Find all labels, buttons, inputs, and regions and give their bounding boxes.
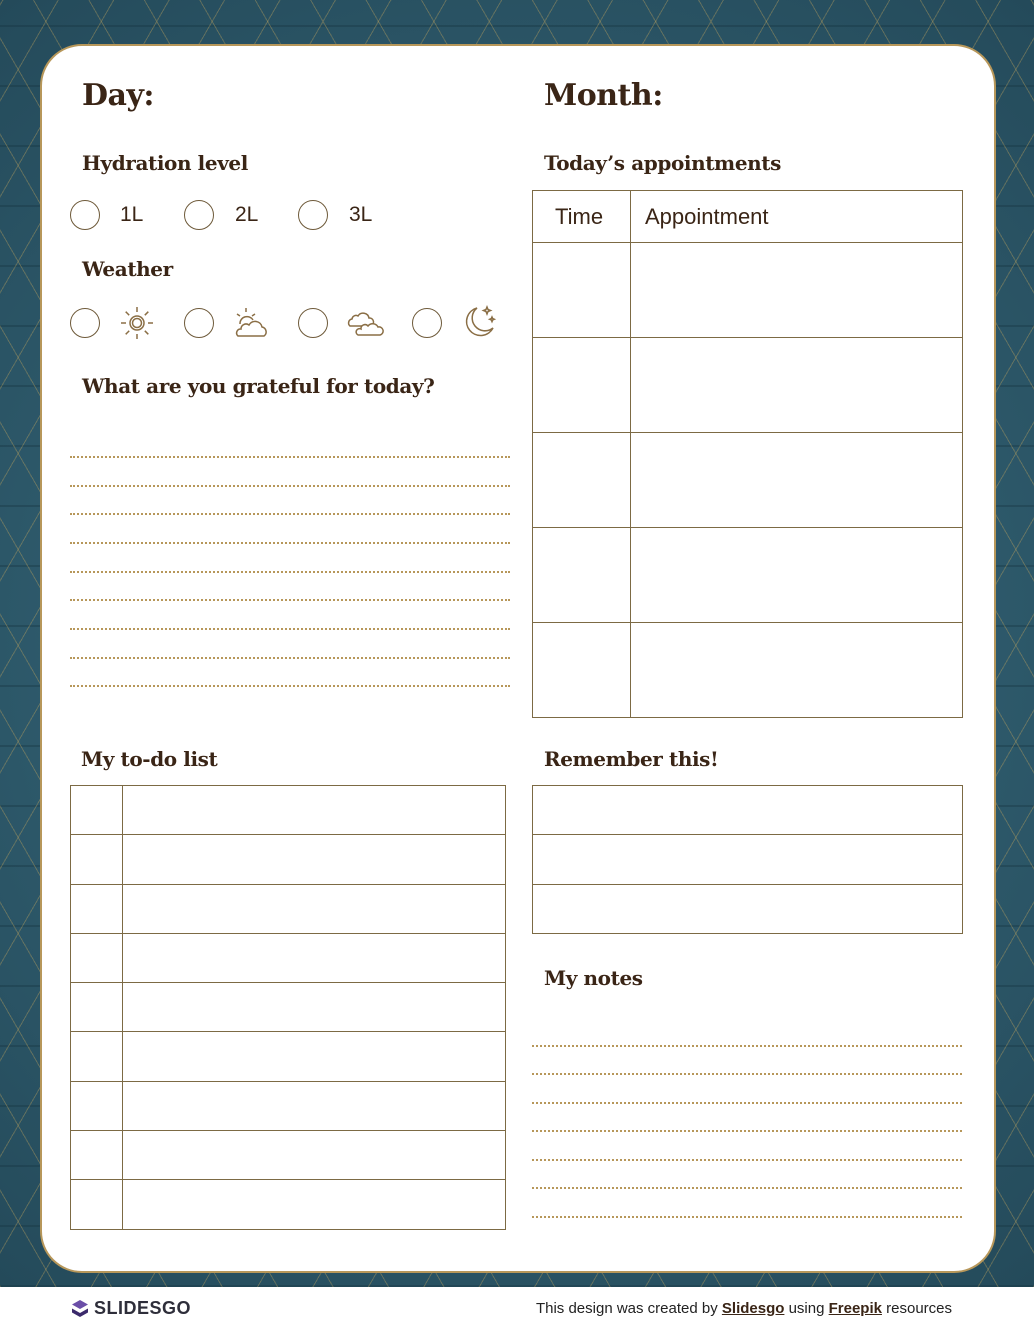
freepik-link[interactable]: Freepik: [828, 1300, 882, 1317]
weather-title: Weather: [82, 257, 173, 281]
table-row: [533, 338, 963, 433]
todo-checkbox[interactable]: [71, 1032, 123, 1081]
notes-line[interactable]: [532, 1130, 962, 1132]
hydration-option-label: 2L: [235, 203, 259, 226]
appointment-cell[interactable]: [631, 338, 963, 433]
table-row: [533, 243, 963, 338]
time-cell[interactable]: [533, 243, 631, 338]
slidesgo-logo-icon: [70, 1299, 90, 1319]
appointment-cell[interactable]: [631, 243, 963, 338]
day-label: Day:: [82, 78, 154, 113]
remember-cell[interactable]: [533, 884, 963, 933]
todo-text-cell[interactable]: [123, 835, 506, 884]
notes-line[interactable]: [532, 1216, 962, 1218]
todo-title: My to-do list: [81, 747, 218, 771]
todo-checkbox[interactable]: [71, 983, 123, 1032]
notes-line[interactable]: [532, 1045, 962, 1047]
credit-prefix: This design was created by: [535, 1300, 722, 1317]
weather-radio-partly-cloudy[interactable]: [184, 308, 214, 338]
table-row: [533, 623, 963, 718]
notes-line[interactable]: [532, 1102, 962, 1104]
writing-line[interactable]: [70, 542, 510, 544]
todo-text-cell[interactable]: [123, 884, 506, 933]
todo-checkbox[interactable]: [71, 1081, 123, 1130]
notes-line[interactable]: [532, 1073, 962, 1075]
todo-text-cell[interactable]: [123, 983, 506, 1032]
list-item: [71, 1131, 506, 1180]
weather-radio-cloudy[interactable]: [298, 308, 328, 338]
appointments-table: [532, 190, 963, 718]
writing-line[interactable]: [70, 513, 510, 515]
todo-checkbox[interactable]: [71, 933, 123, 982]
list-item: [71, 1081, 506, 1130]
list-item: [533, 786, 963, 835]
writing-line[interactable]: [70, 456, 510, 458]
time-cell[interactable]: [533, 528, 631, 623]
list-item: [71, 933, 506, 982]
time-cell[interactable]: [533, 623, 631, 718]
remember-cell[interactable]: [533, 835, 963, 884]
list-item: [533, 835, 963, 884]
hydration-radio-1l[interactable]: [70, 200, 100, 230]
list-item: [71, 884, 506, 933]
todo-text-cell[interactable]: [123, 1032, 506, 1081]
writing-line[interactable]: [70, 657, 510, 659]
remember-table: [532, 785, 963, 934]
list-item: [71, 1032, 506, 1081]
notes-line[interactable]: [532, 1187, 962, 1189]
appointment-column-header: Appointment: [631, 191, 963, 243]
brand-name: SLIDESGO: [94, 1298, 192, 1318]
credit-line: [536, 1300, 952, 1317]
writing-line[interactable]: [70, 628, 510, 630]
table-row: [533, 433, 963, 528]
cloudy-icon: [346, 304, 384, 342]
credit-mid: using: [784, 1300, 829, 1317]
todo-text-cell[interactable]: [123, 1180, 506, 1229]
hydration-title: Hydration level: [82, 151, 248, 175]
month-label: Month:: [544, 78, 663, 113]
todo-checkbox[interactable]: [71, 1131, 123, 1180]
writing-line[interactable]: [70, 485, 510, 487]
slidesgo-link[interactable]: Slidesgo: [721, 1300, 785, 1317]
appointment-cell[interactable]: [631, 623, 963, 718]
appointments-title: Today’s appointments: [544, 151, 781, 175]
weather-radio-sunny[interactable]: [70, 308, 100, 338]
notes-title: My notes: [544, 966, 643, 990]
hydration-radio-2l[interactable]: [184, 200, 214, 230]
notes-line[interactable]: [532, 1159, 962, 1161]
todo-checkbox[interactable]: [71, 1180, 123, 1229]
writing-line[interactable]: [70, 685, 510, 687]
todo-text-cell[interactable]: [123, 1081, 506, 1130]
writing-line[interactable]: [70, 599, 510, 601]
list-item: [71, 1180, 506, 1229]
time-cell[interactable]: [533, 338, 631, 433]
remember-cell[interactable]: [533, 786, 963, 835]
list-item: [71, 786, 506, 835]
gratitude-title: What are you grateful for today?: [82, 374, 435, 398]
hydration-option-label: 3L: [349, 203, 373, 226]
writing-line[interactable]: [70, 571, 510, 573]
hydration-radio-3l[interactable]: [298, 200, 328, 230]
time-cell[interactable]: [533, 433, 631, 528]
todo-checkbox[interactable]: [71, 835, 123, 884]
moon-stars-icon: [460, 302, 498, 340]
sun-icon: [118, 304, 156, 342]
list-item: [71, 983, 506, 1032]
remember-title: Remember this!: [544, 747, 719, 771]
slidesgo-logo[interactable]: [70, 1298, 191, 1319]
weather-radio-night[interactable]: [412, 308, 442, 338]
todo-checkbox[interactable]: [71, 786, 123, 835]
list-item: [71, 835, 506, 884]
appointment-cell[interactable]: [631, 433, 963, 528]
time-column-header: Time: [533, 191, 631, 243]
todo-text-cell[interactable]: [123, 1131, 506, 1180]
list-item: [533, 884, 963, 933]
partly-cloudy-icon: [232, 304, 270, 342]
hydration-option-label: 1L: [120, 203, 144, 226]
table-row: [533, 528, 963, 623]
credit-suffix: resources: [881, 1300, 952, 1317]
appointment-cell[interactable]: [631, 528, 963, 623]
todo-checkbox[interactable]: [71, 884, 123, 933]
todo-text-cell[interactable]: [123, 786, 506, 835]
todo-text-cell[interactable]: [123, 933, 506, 982]
todo-table: [70, 785, 506, 1230]
